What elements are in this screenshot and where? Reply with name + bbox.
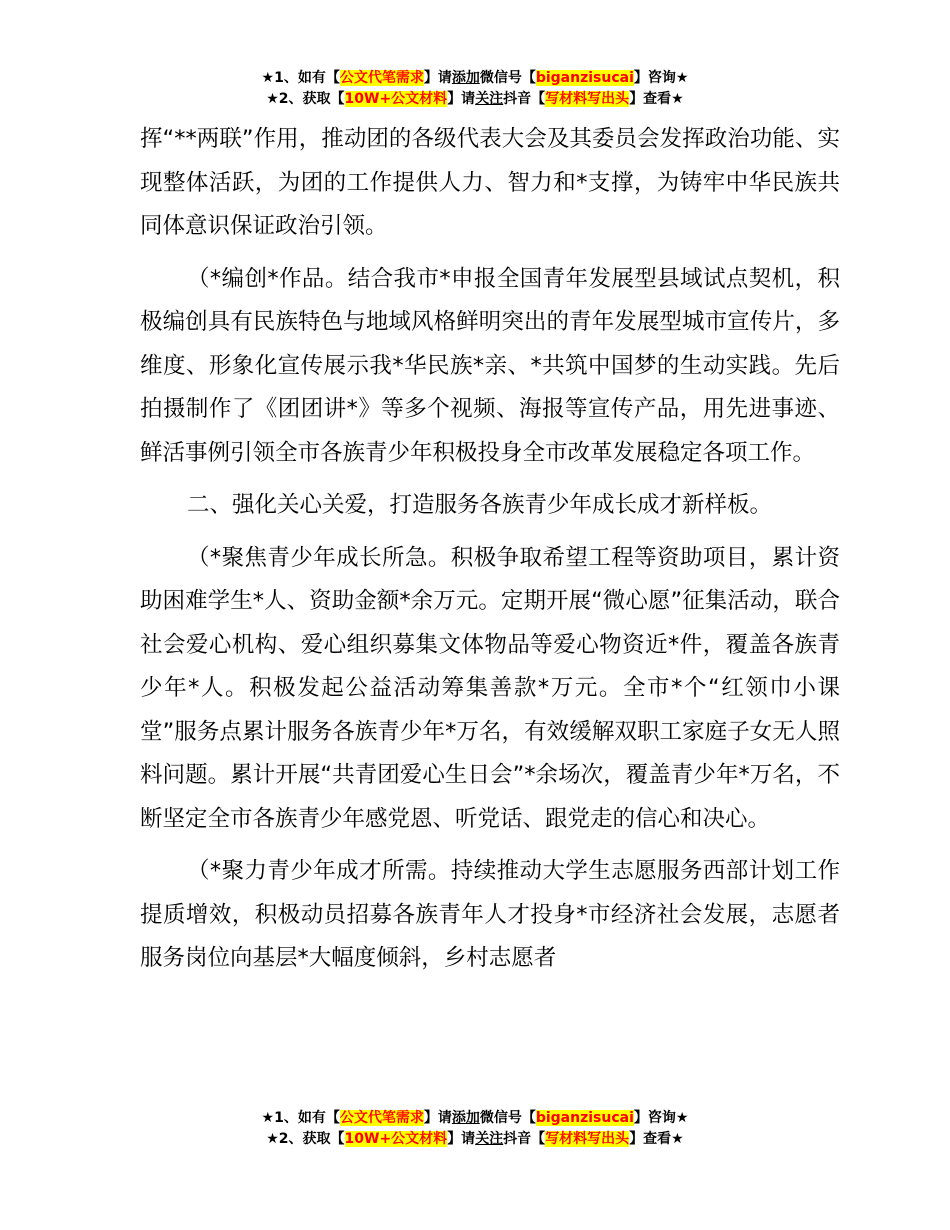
banner-text: 】咨询★ — [633, 70, 689, 86]
document-body — [140, 118, 840, 990]
header-banner-line-1 — [0, 68, 950, 89]
banner-text: 】查看★ — [629, 91, 684, 107]
paragraph-continuation: 挥“**两联”作用，推动团的各级代表大会及其委员会发挥政治功能、实现整体活跃，为团的工作提供人力、智力和*支撑，为铸牢中华民族共同体意识保证政治引领。 — [140, 126, 840, 239]
banner-underlined-text: 添加 — [451, 1110, 480, 1126]
banner-highlight-materials: 10W+公文材料 — [344, 91, 448, 107]
banner-text: 抖音【 — [503, 1131, 546, 1147]
banner-highlight-materials: 10W+公文材料 — [344, 1131, 448, 1147]
banner-text: 】请 — [447, 1131, 476, 1147]
banner-text: ★2、获取【 — [266, 1131, 345, 1147]
header-banner-line-2 — [0, 89, 950, 110]
banner-text: 】咨询★ — [633, 1110, 689, 1126]
banner-text: ★2、获取【 — [266, 91, 345, 107]
section-heading: 二、强化关心关爱，打造服务各族青少年成长成才新样板。 — [187, 492, 773, 518]
banner-text: 微信号【 — [479, 1110, 536, 1126]
paragraph: （*聚焦青少年成长所急。积极争取希望工程等资助项目，累计资助困难学生*人、资助金额*余万元。定期开展“微心愿”征集活动，联合社会爱心机构、爱心组织募集文体物品等爱心物资近*件，覆盖各族青少年*人。积极发起公益活动筹集善款*万元。全市*个“红领巾小课堂”服务点累计服务各族青少年*万名，有效缓解双职工家庭子女无人照料问题。累计开展“共青团爱心生日会”*余场次，覆盖青少年*万名，不断坚定全市各族青少年感党恩、听党话、跟党走的信心和决心。 — [140, 544, 840, 832]
banner-highlight-service: 公文代笔需求 — [339, 70, 424, 86]
banner-highlight-wechat-id: biganzisucai — [535, 70, 634, 86]
banner-text: ★1、如有【 — [261, 1110, 340, 1126]
banner-highlight-douyin-account: 写材料写出头 — [545, 1131, 630, 1147]
paragraph: （*聚力青少年成才所需。持续推动大学生志愿服务西部计划工作提质增效，积极动员招募各族青年人才投身*市经济社会发展，志愿者服务岗位向基层*大幅度倾斜，乡村志愿者 — [140, 858, 840, 971]
banner-underlined-text: 关注 — [475, 1131, 504, 1147]
banner-underlined-text: 关注 — [475, 91, 504, 107]
header-banner — [0, 68, 950, 110]
banner-text: 微信号【 — [479, 70, 536, 86]
banner-text: 抖音【 — [503, 91, 546, 107]
footer-banner-line-1 — [0, 1108, 950, 1129]
paragraph: （*编创*作品。结合我市*申报全国青年发展型县域试点契机，积极编创具有民族特色与地域风格鲜明突出的青年发展型城市宣传片，多维度、形象化宣传展示我*华民族*亲、*共筑中国梦的生动实践。先后拍摄制作了《团团讲*》等多个视频、海报等宣传产品，用先进事迹、鲜活事例引领全市各族青少年积极投身全市改革发展稳定各项工作。 — [140, 265, 840, 466]
banner-highlight-douyin-account: 写材料写出头 — [545, 91, 630, 107]
banner-text: 】请 — [423, 1110, 452, 1126]
footer-banner-line-2 — [0, 1129, 950, 1150]
banner-highlight-wechat-id: biganzisucai — [535, 1110, 634, 1126]
banner-underlined-text: 添加 — [451, 70, 480, 86]
banner-text: 】查看★ — [629, 1131, 684, 1147]
banner-text: 】请 — [447, 91, 476, 107]
footer-banner — [0, 1108, 950, 1150]
banner-text: 】请 — [423, 70, 452, 86]
banner-highlight-service: 公文代笔需求 — [339, 1110, 424, 1126]
banner-text: ★1、如有【 — [261, 70, 340, 86]
